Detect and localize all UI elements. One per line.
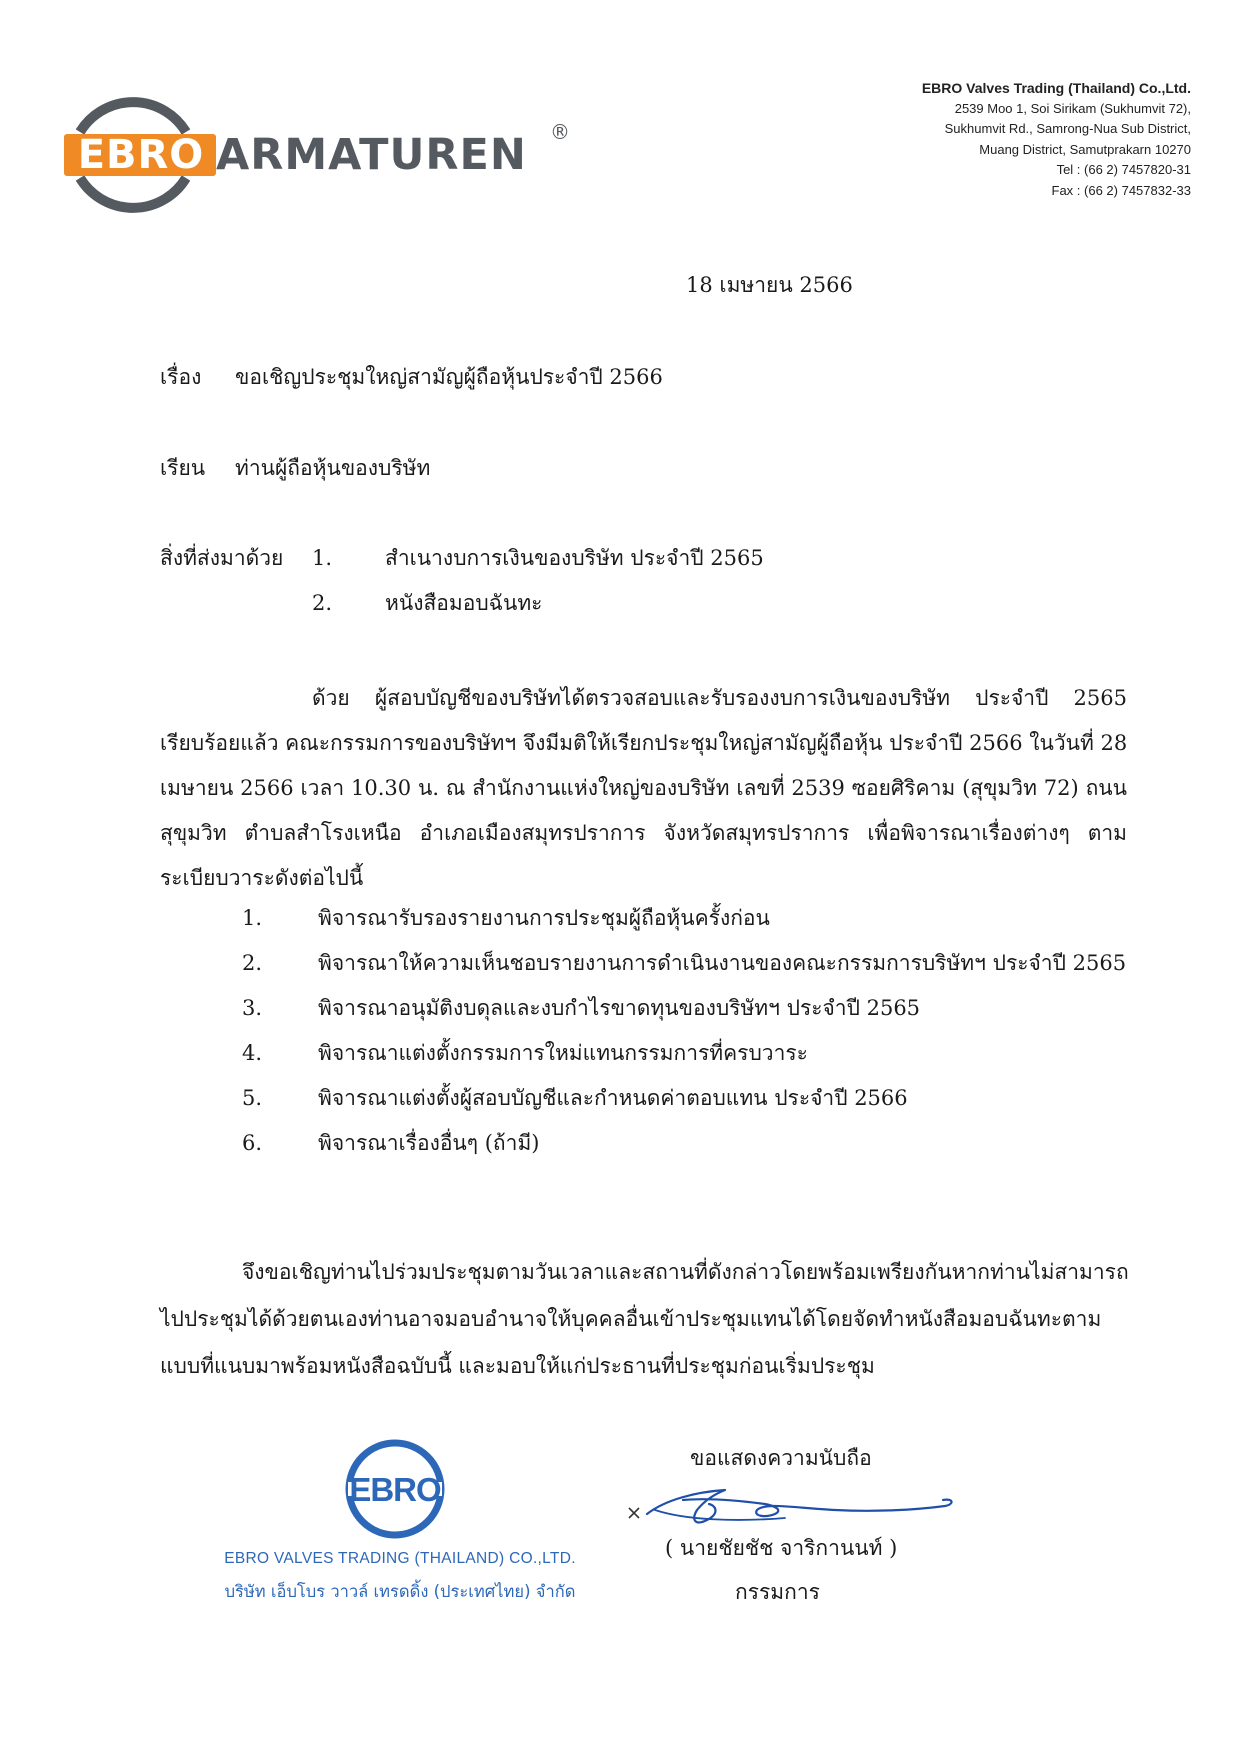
closing-line: จึงขอเชิญท่านไปร่วมประชุมตามวันเวลาและสถานที่ดังกล่าวโดยพร้อมเพรียงกันหากท่านไม่สามารถ xyxy=(242,1260,1129,1284)
logo-ebro-text: EBRO xyxy=(77,132,205,178)
subject-text: ขอเชิญประชุมใหญ่สามัญผู้ถือหุ้นประจำปี 2566 xyxy=(235,365,663,389)
enclosure-text: สำเนางบการเงินของบริษัท ประจำปี 2565 xyxy=(385,546,764,570)
address-line-3: Muang District, Samutprakarn 10270 xyxy=(979,141,1191,157)
agenda-item: พิจารณาเรื่องอื่นๆ (ถ้ามี) xyxy=(318,1131,540,1155)
enclosure-number: 1. xyxy=(312,546,333,570)
telephone: Tel : (66 2) 7457820-31 xyxy=(1056,162,1191,177)
agenda-number: 1. xyxy=(242,906,263,930)
regards-text: ขอแสดงความนับถือ xyxy=(690,1446,872,1470)
agenda-number: 5. xyxy=(242,1086,263,1110)
body-line: ด้วย ผู้สอบบัญชีของบริษัทได้ตรวจสอบและรับรองงบการเงินของบริษัท ประจำปี 2565 xyxy=(312,686,1127,710)
registered-mark: ® xyxy=(550,120,570,144)
agenda-number: 3. xyxy=(242,996,263,1020)
enclosure-text: หนังสือมอบฉันทะ xyxy=(385,591,543,615)
agenda-item: พิจารณารับรองรายงานการประชุมผู้ถือหุ้นครั้งก่อน xyxy=(318,906,770,930)
seal-company-th: บริษัท เอ็บโบร วาวล์ เทรดดิ้ง (ประเทศไทย) จำกัด xyxy=(224,1582,576,1601)
company-seal xyxy=(200,1428,600,1618)
agenda-item: พิจารณาแต่งตั้งผู้สอบบัญชีและกำหนดค่าตอบแทน ประจำปี 2566 xyxy=(318,1086,908,1110)
company-name: EBRO Valves Trading (Thailand) Co.,Ltd. xyxy=(921,80,1191,96)
company-logo xyxy=(58,80,578,230)
seal-logo-text: EBRO xyxy=(349,1471,441,1508)
handwritten-signature-icon xyxy=(625,1470,965,1540)
fax: Fax : (66 2) 7457832-33 xyxy=(1051,182,1191,198)
agenda-number: 6. xyxy=(242,1131,263,1155)
address-line-1: 2539 Moo 1, Soi Sirikam (Sukhumvit 72), xyxy=(954,100,1191,116)
agenda-item: พิจารณาให้ความเห็นชอบรายงานการดำเนินงานของคณะกรรมการบริษัทฯ ประจำปี 2565 xyxy=(318,951,1127,975)
enclosure-number: 2. xyxy=(312,591,333,615)
agenda-number: 2. xyxy=(242,951,263,975)
address-line-2: Sukhumvit Rd., Samrong-Nua Sub District, xyxy=(944,121,1191,136)
closing-line: แบบที่แนบมาพร้อมหนังสือฉบับนี้ และมอบให้แก่ประธานที่ประชุมก่อนเริ่มประชุม xyxy=(160,1354,875,1378)
body-line: สุขุมวิท ตำบลสำโรงเหนือ อำเภอเมืองสมุทรปราการ จังหวัดสมุทรปราการ เพื่อพิจารณาเรื่องต่างๆ ตาม xyxy=(160,821,1127,845)
signatory-position: กรรมการ xyxy=(735,1580,820,1604)
to-text: ท่านผู้ถือหุ้นของบริษัท xyxy=(235,456,431,480)
agenda-number: 4. xyxy=(242,1041,263,1065)
enclosure-label: สิ่งที่ส่งมาด้วย xyxy=(160,546,284,570)
to-label: เรียน xyxy=(160,456,206,480)
letter-date: 18 เมษายน 2566 xyxy=(686,273,853,297)
subject-label: เรื่อง xyxy=(160,365,202,389)
seal-company-en: EBRO VALVES TRADING (THAILAND) CO.,LTD. xyxy=(224,1550,576,1567)
body-line: ระเบียบวาระดังต่อไปนี้ xyxy=(160,866,364,890)
body-line: เมษายน 2566 เวลา 10.30 น. ณ สำนักงานแห่งใหญ่ของบริษัท เลขที่ 2539 ซอยศิริคาม (สุขุมวิท 72) ถนน xyxy=(160,776,1127,800)
signatory-name: ( นายชัยชัช จาริกานนท์ ) xyxy=(665,1536,898,1560)
body-line: เรียบร้อยแล้ว คณะกรรมการของบริษัทฯ จึงมีมติให้เรียกประชุมใหญ่สามัญผู้ถือหุ้น ประจำปี 2566 ในวันที่ 28 xyxy=(160,731,1128,755)
closing-line: ไปประชุมได้ด้วยตนเองท่านอาจมอบอำนาจให้บุคคลอื่นเข้าประชุมแทนได้โดยจัดทำหนังสือมอบฉันทะตาม xyxy=(160,1307,1102,1331)
logo-armaturen-text: ARMATUREN xyxy=(216,130,527,180)
agenda-item: พิจารณาแต่งตั้งกรรมการใหม่แทนกรรมการที่ครบวาระ xyxy=(318,1041,808,1065)
agenda-item: พิจารณาอนุมัติงบดุลและงบกำไรขาดทุนของบริษัทฯ ประจำปี 2565 xyxy=(318,996,921,1020)
company-address-block xyxy=(771,78,1191,201)
